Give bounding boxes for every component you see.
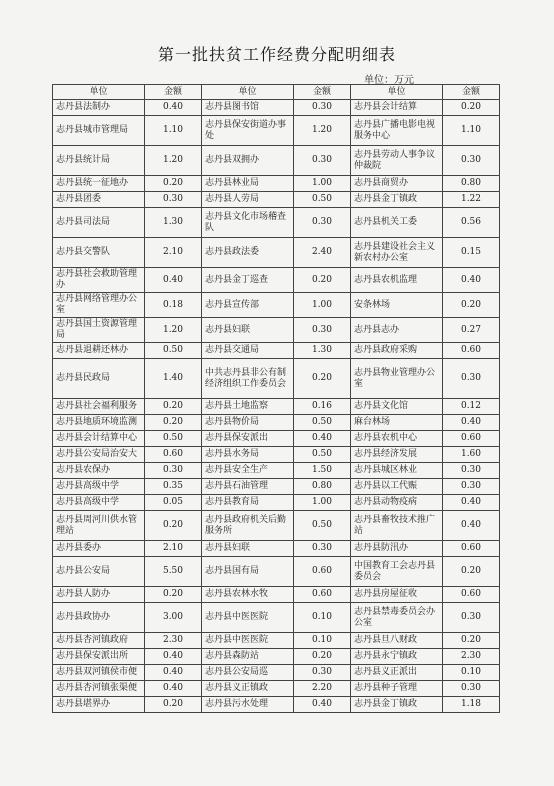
cell-unit-name-2: 志丹县政法委: [202, 238, 294, 268]
cell-amount-2: 0.30: [294, 100, 351, 116]
cell-amount-3: 0.60: [443, 541, 500, 557]
cell-amount-2: 0.30: [294, 146, 351, 176]
cell-unit-name-1: 志丹县杏河镇政府: [53, 633, 145, 649]
cell-amount-2: 0.10: [294, 633, 351, 649]
cell-amount-3: 0.30: [443, 479, 500, 495]
table-row: [53, 343, 500, 359]
cell-amount-3: 2.30: [443, 649, 500, 665]
cell-amount-1: 1.20: [145, 318, 202, 343]
cell-amount-1: 0.20: [145, 511, 202, 541]
cell-amount-1: 0.20: [145, 587, 202, 603]
cell-amount-2: 0.50: [294, 447, 351, 463]
table-header: [53, 85, 500, 100]
table-row: [53, 399, 500, 415]
cell-amount-1: 0.50: [145, 343, 202, 359]
cell-amount-1: 3.00: [145, 603, 202, 633]
table-row: [53, 415, 500, 431]
cell-amount-2: 2.40: [294, 238, 351, 268]
cell-unit-name-2: 志丹县物价局: [202, 415, 294, 431]
cell-unit-name-1: 志丹县社会救助管理办: [53, 268, 145, 293]
table-row: [53, 633, 500, 649]
cell-unit-name-3: 麻台林场: [351, 415, 443, 431]
cell-unit-name-3: 志丹县旦八财政: [351, 633, 443, 649]
table-row: [53, 318, 500, 343]
table-row: [53, 447, 500, 463]
cell-unit-name-3: 志丹县物业管理办公室: [351, 359, 443, 399]
header-amount-2: 金额: [294, 85, 351, 100]
cell-unit-name-2: 中共志丹县非公有制经济组织工作委员会: [202, 359, 294, 399]
cell-unit-name-3: 志丹县禁毒委员会办公室: [351, 603, 443, 633]
cell-amount-2: 0.30: [294, 208, 351, 238]
cell-unit-name-3: 志丹县防汛办: [351, 541, 443, 557]
cell-amount-1: 0.20: [145, 697, 202, 713]
cell-unit-name-1: 志丹县团委: [53, 192, 145, 208]
table-row: [53, 557, 500, 587]
table-row: [53, 208, 500, 238]
header-unit-2: 单位: [202, 85, 294, 100]
cell-unit-name-3: 志丹县永宁镇政: [351, 649, 443, 665]
table-body: [53, 100, 500, 713]
cell-unit-name-1: 志丹县农保办: [53, 463, 145, 479]
cell-unit-name-3: 志丹县广播电影电视服务中心: [351, 116, 443, 146]
cell-unit-name-2: 志丹县保安派出: [202, 431, 294, 447]
cell-unit-name-2: 志丹县妇联: [202, 541, 294, 557]
cell-unit-name-2: 志丹县保安街道办事处: [202, 116, 294, 146]
cell-unit-name-2: 志丹县安全生产: [202, 463, 294, 479]
cell-unit-name-1: 志丹县高级中学: [53, 495, 145, 511]
cell-amount-1: 1.10: [145, 116, 202, 146]
cell-unit-name-3: 志丹县会计结算: [351, 100, 443, 116]
cell-amount-2: 1.20: [294, 116, 351, 146]
cell-amount-1: 2.30: [145, 633, 202, 649]
cell-amount-2: 0.30: [294, 318, 351, 343]
cell-amount-3: 0.30: [443, 603, 500, 633]
cell-amount-2: 0.60: [294, 587, 351, 603]
cell-amount-3: 0.20: [443, 100, 500, 116]
cell-unit-name-3: 志丹县政府采购: [351, 343, 443, 359]
cell-amount-3: 1.18: [443, 697, 500, 713]
table-row: [53, 359, 500, 399]
cell-unit-name-3: 志丹县农机监理: [351, 268, 443, 293]
cell-unit-name-2: 志丹县人劳局: [202, 192, 294, 208]
cell-amount-2: 0.60: [294, 557, 351, 587]
table-row: [53, 681, 500, 697]
cell-unit-name-1: 志丹县公安局治安大: [53, 447, 145, 463]
cell-amount-3: 0.60: [443, 431, 500, 447]
cell-amount-1: 5.50: [145, 557, 202, 587]
cell-unit-name-1: 志丹县国土资源管理局: [53, 318, 145, 343]
cell-amount-3: 0.60: [443, 587, 500, 603]
table-row: [53, 649, 500, 665]
cell-unit-name-2: 志丹县中医医院: [202, 633, 294, 649]
cell-amount-1: 0.30: [145, 463, 202, 479]
cell-amount-1: 0.60: [145, 447, 202, 463]
cell-unit-name-2: 志丹县宣传部: [202, 293, 294, 318]
cell-amount-2: 1.00: [294, 293, 351, 318]
cell-unit-name-2: 志丹县政府机关后勤服务所: [202, 511, 294, 541]
cell-unit-name-2: 志丹县图书馆: [202, 100, 294, 116]
cell-amount-3: 1.60: [443, 447, 500, 463]
cell-amount-2: 1.00: [294, 495, 351, 511]
cell-amount-2: 0.50: [294, 415, 351, 431]
cell-unit-name-2: 志丹县交通局: [202, 343, 294, 359]
cell-unit-name-3: 志丹县义正派出: [351, 665, 443, 681]
cell-amount-3: 0.40: [443, 511, 500, 541]
cell-amount-3: 1.10: [443, 116, 500, 146]
cell-amount-2: 0.20: [294, 649, 351, 665]
cell-amount-1: 1.30: [145, 208, 202, 238]
cell-amount-3: 0.60: [443, 343, 500, 359]
cell-amount-2: 0.20: [294, 359, 351, 399]
table-row: [53, 463, 500, 479]
cell-unit-name-1: 志丹县委办: [53, 541, 145, 557]
cell-amount-2: 0.30: [294, 541, 351, 557]
cell-unit-name-3: 志丹县房屋征收: [351, 587, 443, 603]
cell-unit-name-1: 志丹县城市管理局: [53, 116, 145, 146]
cell-amount-3: 0.30: [443, 146, 500, 176]
cell-amount-3: 0.40: [443, 268, 500, 293]
cell-amount-1: 2.10: [145, 541, 202, 557]
cell-unit-name-3: 志丹县建设社会主义新农村办公室: [351, 238, 443, 268]
cell-unit-name-2: 志丹县林业局: [202, 176, 294, 192]
cell-amount-3: 0.10: [443, 665, 500, 681]
cell-amount-1: 0.40: [145, 665, 202, 681]
cell-unit-name-3: 中国教育工会志丹县委员会: [351, 557, 443, 587]
cell-amount-1: 1.40: [145, 359, 202, 399]
header-amount-1: 金额: [145, 85, 202, 100]
cell-amount-2: 0.40: [294, 431, 351, 447]
cell-unit-name-3: 志丹县金丁镇政: [351, 697, 443, 713]
cell-amount-1: 0.40: [145, 649, 202, 665]
cell-amount-1: 0.40: [145, 100, 202, 116]
cell-unit-name-2: 志丹县金丁巡查: [202, 268, 294, 293]
cell-unit-name-1: 志丹县统一征地办: [53, 176, 145, 192]
cell-amount-1: 0.18: [145, 293, 202, 318]
table-row: [53, 116, 500, 146]
cell-unit-name-1: 志丹县退耕还林办: [53, 343, 145, 359]
cell-unit-name-2: 志丹县污水处理: [202, 697, 294, 713]
cell-unit-name-2: 志丹县农林水牧: [202, 587, 294, 603]
cell-amount-2: 0.50: [294, 192, 351, 208]
cell-amount-2: 0.30: [294, 665, 351, 681]
cell-amount-2: 0.40: [294, 697, 351, 713]
cell-amount-3: 0.40: [443, 415, 500, 431]
cell-amount-3: 0.12: [443, 399, 500, 415]
cell-unit-name-1: 志丹县双河镇侯市便: [53, 665, 145, 681]
cell-amount-2: 2.20: [294, 681, 351, 697]
cell-amount-3: 0.80: [443, 176, 500, 192]
cell-unit-name-1: 志丹县公安局: [53, 557, 145, 587]
table-row: [53, 495, 500, 511]
cell-unit-name-2: 志丹县国有局: [202, 557, 294, 587]
cell-amount-1: 2.10: [145, 238, 202, 268]
cell-unit-name-2: 志丹县义正镇政: [202, 681, 294, 697]
cell-unit-name-3: 志丹县经济发展: [351, 447, 443, 463]
cell-amount-3: 0.30: [443, 359, 500, 399]
cell-unit-name-2: 志丹县妇联: [202, 318, 294, 343]
cell-amount-1: 0.30: [145, 192, 202, 208]
cell-unit-name-2: 志丹县石油管理: [202, 479, 294, 495]
table-row: [53, 511, 500, 541]
table-row: [53, 587, 500, 603]
cell-amount-2: 1.30: [294, 343, 351, 359]
cell-amount-3: 0.56: [443, 208, 500, 238]
cell-unit-name-3: 志丹县金丁镇政: [351, 192, 443, 208]
cell-amount-3: 0.30: [443, 681, 500, 697]
cell-unit-name-1: 志丹县司法局: [53, 208, 145, 238]
table-row: [53, 541, 500, 557]
cell-unit-name-1: 志丹县杏河镇张渠便: [53, 681, 145, 697]
cell-unit-name-1: 志丹县人防办: [53, 587, 145, 603]
cell-amount-3: 0.20: [443, 293, 500, 318]
cell-amount-3: 0.15: [443, 238, 500, 268]
table-row: [53, 603, 500, 633]
cell-amount-1: 0.20: [145, 399, 202, 415]
table-row: [53, 192, 500, 208]
cell-amount-2: 0.20: [294, 268, 351, 293]
cell-unit-name-1: 志丹县统计局: [53, 146, 145, 176]
cell-amount-2: 1.50: [294, 463, 351, 479]
cell-amount-2: 0.10: [294, 603, 351, 633]
table-row: [53, 100, 500, 116]
page-title: 第一批扶贫工作经费分配明细表: [157, 45, 396, 64]
cell-unit-name-1: 志丹县网络管理办公室: [53, 293, 145, 318]
cell-unit-name-1: 志丹县周河川供水管理站: [53, 511, 145, 541]
cell-unit-name-2: 志丹县公安局巡: [202, 665, 294, 681]
cell-unit-name-1: 志丹县社会福利服务: [53, 399, 145, 415]
cell-unit-name-3: 志丹县志办: [351, 318, 443, 343]
cell-amount-1: 0.20: [145, 415, 202, 431]
cell-unit-name-3: 志丹县文化馆: [351, 399, 443, 415]
table-row: [53, 146, 500, 176]
header-amount-3: 金额: [443, 85, 500, 100]
unit-label: 单位：万元: [364, 75, 414, 86]
cell-amount-2: 0.80: [294, 479, 351, 495]
cell-unit-name-2: 志丹县中医医院: [202, 603, 294, 633]
table-row: [53, 697, 500, 713]
cell-unit-name-3: 安条林场: [351, 293, 443, 318]
cell-amount-1: 1.20: [145, 146, 202, 176]
cell-unit-name-1: 志丹县法制办: [53, 100, 145, 116]
cell-unit-name-3: 志丹县畜牧技术推广站: [351, 511, 443, 541]
cell-unit-name-2: 志丹县森防站: [202, 649, 294, 665]
table-row: [53, 176, 500, 192]
table-row: [53, 431, 500, 447]
cell-amount-1: 0.35: [145, 479, 202, 495]
fund-allocation-table: [52, 84, 500, 713]
cell-amount-2: 1.00: [294, 176, 351, 192]
cell-unit-name-1: 志丹县交警队: [53, 238, 145, 268]
cell-unit-name-3: 志丹县种子管理: [351, 681, 443, 697]
table-row: [53, 293, 500, 318]
cell-unit-name-1: 志丹县高级中学: [53, 479, 145, 495]
cell-amount-3: 0.27: [443, 318, 500, 343]
cell-amount-1: 0.20: [145, 176, 202, 192]
cell-amount-1: 0.40: [145, 681, 202, 697]
cell-amount-1: 0.50: [145, 431, 202, 447]
cell-amount-3: 0.40: [443, 495, 500, 511]
header-row: [53, 85, 500, 100]
cell-unit-name-3: 志丹县农机中心: [351, 431, 443, 447]
table-row: [53, 268, 500, 293]
table-row: [53, 479, 500, 495]
cell-unit-name-2: 志丹县双拥办: [202, 146, 294, 176]
header-unit-1: 单位: [53, 85, 145, 100]
cell-amount-3: 0.20: [443, 633, 500, 649]
cell-amount-1: 0.40: [145, 268, 202, 293]
cell-unit-name-2: 志丹县文化市场稽查队: [202, 208, 294, 238]
cell-unit-name-3: 志丹县动物疫病: [351, 495, 443, 511]
cell-unit-name-3: 志丹县商贸办: [351, 176, 443, 192]
table-row: [53, 665, 500, 681]
cell-unit-name-2: 志丹县教育局: [202, 495, 294, 511]
cell-amount-2: 0.50: [294, 511, 351, 541]
cell-unit-name-1: 志丹县保安派出所: [53, 649, 145, 665]
cell-amount-1: 0.05: [145, 495, 202, 511]
cell-unit-name-3: 志丹县以工代赈: [351, 479, 443, 495]
cell-unit-name-2: 志丹县土地监察: [202, 399, 294, 415]
header-unit-3: 单位: [351, 85, 443, 100]
cell-amount-3: 0.30: [443, 463, 500, 479]
cell-unit-name-1: 志丹县会计结算中心: [53, 431, 145, 447]
cell-amount-2: 0.16: [294, 399, 351, 415]
cell-amount-3: 1.22: [443, 192, 500, 208]
cell-unit-name-1: 志丹县堪界办: [53, 697, 145, 713]
cell-unit-name-3: 志丹县城区林业: [351, 463, 443, 479]
cell-unit-name-2: 志丹县水务局: [202, 447, 294, 463]
cell-unit-name-1: 志丹县地质环境监测: [53, 415, 145, 431]
cell-amount-3: 0.20: [443, 557, 500, 587]
cell-unit-name-3: 志丹县劳动人事争议仲裁院: [351, 146, 443, 176]
cell-unit-name-3: 志丹县机关工委: [351, 208, 443, 238]
cell-unit-name-1: 志丹县民政局: [53, 359, 145, 399]
table-row: [53, 238, 500, 268]
cell-unit-name-1: 志丹县政协办: [53, 603, 145, 633]
